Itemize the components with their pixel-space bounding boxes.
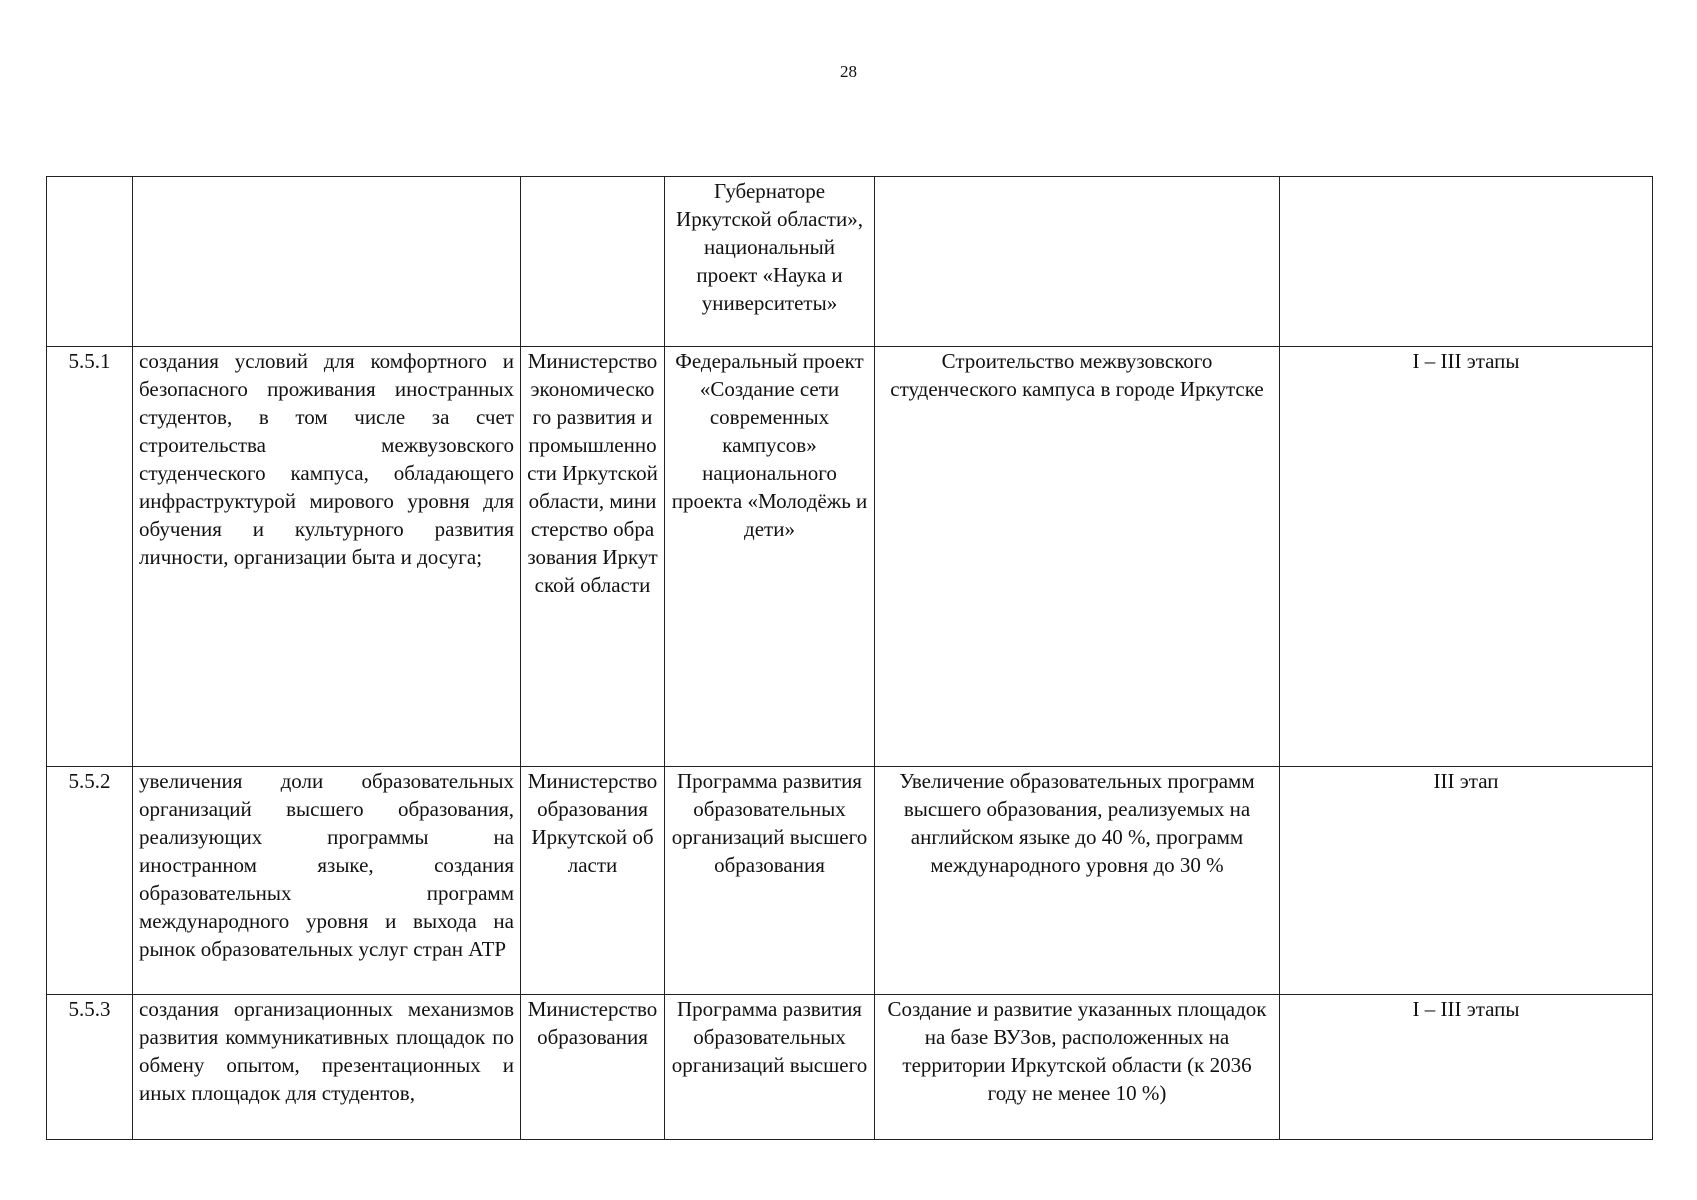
executor: Министерство экономического развития и промышленности Иркутской области, министерство образования Иркутской области [521,347,665,767]
funding-source: Федеральный проект «Создание сети современных кампусов» национального проекта «Молодёжь и дети» [665,347,875,767]
table-row [47,347,1653,767]
row-number [47,177,133,347]
implementation-stage: I – III этапы [1280,347,1653,767]
expected-result: Строительство межвузовского студенческого кампуса в городе Иркутске [875,347,1280,767]
measure-description: создания организационных механизмов развития коммуникативных площадок по обмену опытом, презентационных и иных площадок для студентов, [133,995,521,1140]
expected-result: Увеличение образовательных программ высшего образования, реализуемых на английском языке до 40 %, программ международного уровня до 30 % [875,767,1280,995]
expected-result: Создание и развитие указанных площадок на базе ВУЗов, расположенных на территории Иркутской области (к 2036 году не менее 10 %) [875,995,1280,1140]
executor: Министерство образования [521,995,665,1140]
executor: Министерство образования Иркутской области [521,767,665,995]
table-row [47,177,1653,347]
row-number: 5.5.3 [47,995,133,1140]
expected-result [875,177,1280,347]
funding-source: Программа развития образовательных организаций высшего образования [665,767,875,995]
implementation-stage [1280,177,1653,347]
measure-description: увеличения доли образовательных организаций высшего образования, реализующих программы на иностранном языке, создания образовательных программ международного уровня и выхода на рынок образовательных услуг стран АТР [133,767,521,995]
funding-source: Программа развития образовательных организаций высшего [665,995,875,1140]
measure-description [133,177,521,347]
executor [521,177,665,347]
implementation-stage: I – III этапы [1280,995,1653,1140]
funding-source: Губернаторе Иркутской области», национальный проект «Наука и университеты» [665,177,875,347]
table-row [47,995,1653,1140]
table-row [47,767,1653,995]
row-number: 5.5.1 [47,347,133,767]
row-number: 5.5.2 [47,767,133,995]
page-number: 28 [840,62,857,81]
measure-description: создания условий для комфортного и безопасного проживания иностранных студентов, в том числе за счет строительства межвузовского студенческого кампуса, обладающего инфраструктурой мирового уровня для обучения и культурного развития личности, организации быта и досуга; [133,347,521,767]
measures-table [46,176,1653,1140]
implementation-stage: III этап [1280,767,1653,995]
